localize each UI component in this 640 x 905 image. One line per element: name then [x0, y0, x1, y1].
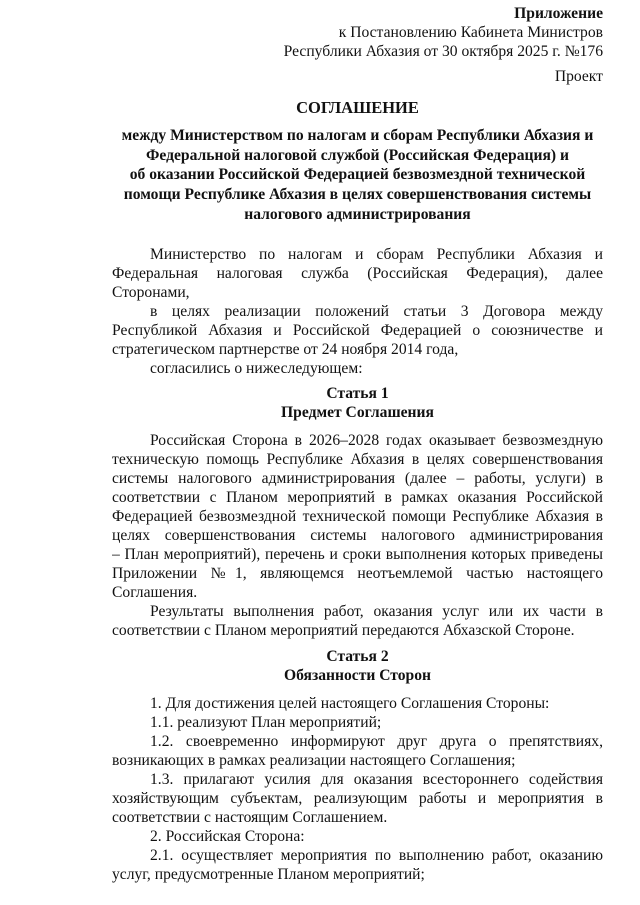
- document-subtitle: [112, 126, 603, 224]
- paragraph-line: согласились о нижеследующем:: [150, 360, 363, 378]
- paragraph-line: 1.2. своевременно информируют друг друга о препятствиях,: [150, 733, 603, 751]
- paragraph: [112, 827, 603, 846]
- paragraph-line: 2.1. осуществляет мероприятия по выполнению работ, оказанию: [150, 847, 603, 865]
- paragraph-line: соответствии с Планом мероприятий в рамках оказания Российской: [112, 489, 603, 507]
- paragraph: [112, 713, 603, 732]
- article-1: [112, 384, 603, 640]
- paragraph-line: Сторонами,: [112, 284, 190, 302]
- appendix-header: [112, 4, 603, 61]
- paragraph-line: 1. Для достижения целей настоящего Соглашения Стороны:: [150, 695, 550, 713]
- paragraph: [112, 245, 603, 302]
- paragraph: [112, 302, 603, 359]
- appendix-reference: к Постановлению Кабинета Министров: [338, 24, 603, 41]
- article-number: Статья 2: [326, 648, 389, 666]
- paragraph-line: – План мероприятий), перечень и сроки выполнения которых приведены: [112, 546, 603, 564]
- paragraph: [112, 732, 603, 770]
- subtitle-line: Федеральной налоговой службой (Российская Федерация) и: [146, 146, 569, 164]
- article-heading: [112, 384, 603, 422]
- paragraph-line: 2. Российская Сторона:: [150, 828, 305, 846]
- paragraph-line: услуг, предусмотренные Планом мероприятий;: [112, 866, 425, 884]
- paragraph: [112, 359, 603, 378]
- subtitle-line: об оказании Российской Федерацией безвозмездной технической: [129, 166, 586, 184]
- subtitle-line: налогового администрирования: [244, 205, 471, 223]
- document-title: СОГЛАШЕНИЕ: [296, 98, 419, 117]
- article-number: Статья 1: [326, 385, 389, 403]
- paragraph-line: 1.1. реализуют План мероприятий;: [150, 714, 382, 732]
- draft-label: Проект: [554, 68, 603, 85]
- document-page: [112, 4, 603, 884]
- article-heading: [112, 647, 603, 685]
- paragraph-line: техническую помощь Республике Абхазия в целях совершенствования: [112, 451, 603, 469]
- paragraph: [112, 694, 603, 713]
- paragraph-line: 1.3. прилагают усилия для оказания всестороннего содействия: [150, 771, 603, 789]
- article-title: Обязанности Сторон: [283, 667, 432, 685]
- paragraph-line: соответствии с Планом мероприятий передаются Абхазской Стороне.: [112, 622, 575, 640]
- subtitle-line: между Министерством по налогам и сборам Республики Абхазия и: [121, 127, 594, 144]
- paragraph-line: Российская Сторона в 2026–2028 годах оказывает безвозмездную: [150, 432, 603, 450]
- paragraph: [112, 846, 603, 884]
- paragraph-line: Результаты выполнения работ, оказания услуг или их части в: [150, 603, 603, 621]
- appendix-label: Приложение: [514, 5, 603, 22]
- paragraph: [112, 602, 603, 640]
- paragraph-line: в целях реализации положений статьи 3 Договора между: [150, 303, 603, 321]
- paragraph: [112, 770, 603, 827]
- preamble: [112, 245, 603, 378]
- paragraph-line: Приложении №1, являющемся неотъемлемой частью настоящего: [112, 565, 603, 583]
- article-title: Предмет Соглашения: [281, 404, 434, 422]
- article-2: [112, 647, 603, 884]
- paragraph-line: целях совершенствования системы налогового администрирования: [112, 527, 603, 545]
- paragraph-line: Федеральная налоговая служба (Российская Федерация), далее: [112, 265, 603, 283]
- paragraph-line: системы налогового администрирования (далее – работы, услуги) в: [112, 470, 603, 488]
- paragraph: [112, 431, 603, 602]
- paragraph-line: Федерацией безвозмездной технической помощи Республике Абхазия в: [112, 508, 603, 526]
- paragraph-line: Республикой Абхазия и Российской Федерацией о союзничестве и: [112, 322, 603, 340]
- paragraph-line: Министерство по налогам и сборам Республики Абхазия и: [150, 246, 603, 264]
- appendix-reference-date: Республики Абхазия от 30 октября 2025 г. №176: [283, 43, 603, 60]
- paragraph-line: соответствии с настоящим Соглашением.: [112, 809, 388, 827]
- paragraph-line: стратегическом партнерстве от 24 ноября 2014 года,: [112, 341, 459, 359]
- paragraph-line: Соглашения.: [112, 584, 198, 602]
- paragraph-line: возникающих в рамках реализации настоящего Соглашения;: [112, 752, 516, 770]
- subtitle-line: помощи Республике Абхазия в целях совершенствования системы: [123, 186, 592, 204]
- paragraph-line: хозяйствующим субъектам, реализующим работы и мероприятия в: [112, 790, 603, 808]
